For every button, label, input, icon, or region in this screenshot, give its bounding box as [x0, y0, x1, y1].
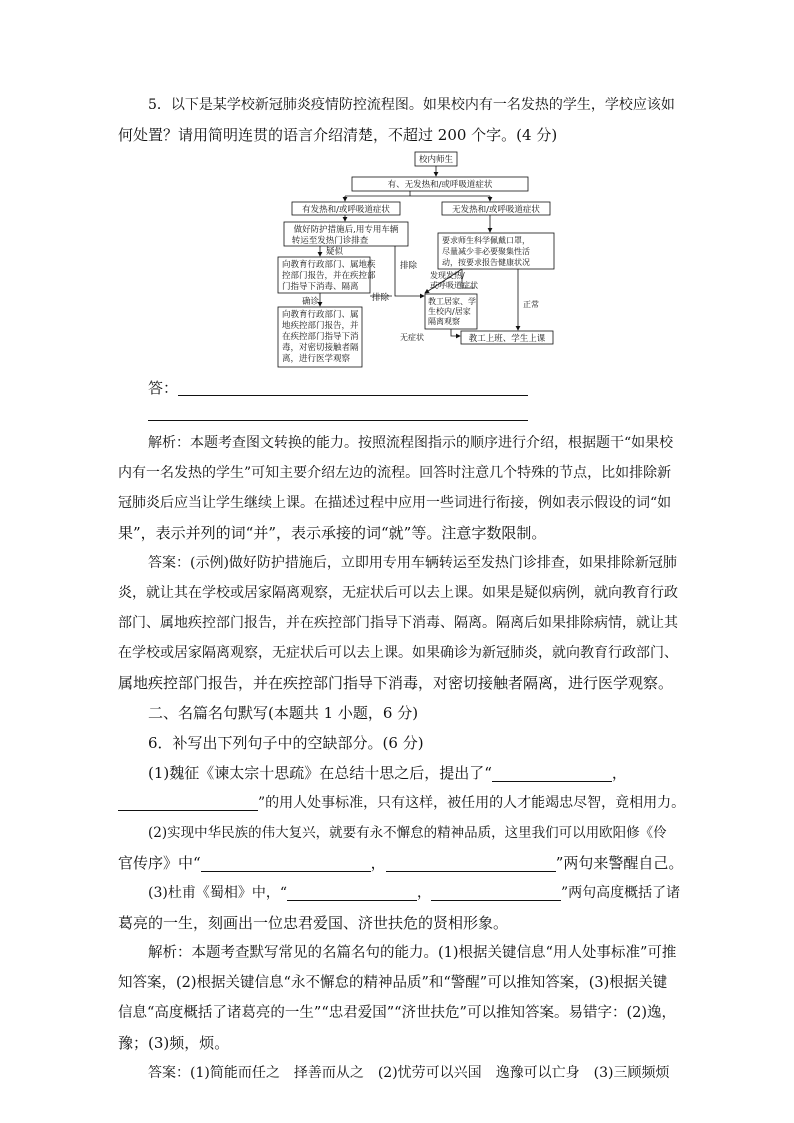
flow-confirm-label: 确诊 — [302, 297, 320, 307]
analysis6-line2: 知答案，(2)根据关键信息“永不懈怠的精神品质”和“警醒”可以推知答案，(3)根据关键 — [118, 975, 668, 991]
q6-3-text-c: ”两句高度概括了诸 — [561, 885, 681, 901]
q6-1-text-a: (1)魏征《谏太宗十思疏》在总结十思之后，提出了“ — [148, 764, 492, 782]
q6-2-blank-1[interactable] — [201, 853, 371, 872]
q6-1-text-c: ”的用人处事标准，只有这样，被任用的人才能竭忠尽智，竟相用力。 — [258, 795, 686, 811]
flow-isolate-box-3: 隔离观察 — [428, 317, 460, 326]
flow-final: 教工上班、学生上课 — [468, 334, 546, 344]
q6-3-text-a: (3)杜甫《蜀相》中，“ — [148, 885, 287, 901]
answer-line-2[interactable] — [148, 420, 528, 421]
flow-branch: 有、无发热和/或呼吸道症状 — [387, 180, 493, 190]
q6-2-line1: (2)实现中华民族的伟大复兴，就要有永不懈怠的精神品质，这里我们可以用欧阳修《伶 — [148, 825, 667, 841]
q6-3-line2: 葛亮的一生，刻画出一位忠君爱国、济世扶危的贤相形象。 — [118, 914, 509, 932]
flow-normal: 正常 — [523, 300, 539, 309]
flow-req-box-2: 尽量减少非必要聚集性活 — [442, 247, 530, 256]
flow-confirm-box-3: 在疾控部门指导下消 — [282, 332, 359, 342]
flow-exclude-1: 排除 — [400, 261, 418, 271]
analysis6-line3: 信息“高度概括了诸葛亮的一生”“忠君爱国”“济世扶危”可以推知答案。易错字：(2)逸， — [118, 1005, 677, 1021]
q6-3-line1 — [148, 878, 684, 908]
q6-3-blank-2[interactable] — [431, 882, 561, 901]
analysis6-line4: 豫；(3)频，烦。 — [118, 1034, 230, 1052]
answer6: 答案：(1)简能而任之 择善而从之 (2)忧劳可以兴国 逸豫可以亡身 (3)三顾频烦 — [148, 1065, 670, 1081]
analysis5-line3: 冠肺炎后应当让学生继续上课。在描述过程中应用一些词进行衔接，例如表示假设的词“如 — [118, 495, 672, 511]
flow-isolate-box-1: 教工居家、学 — [428, 297, 476, 306]
q6-2-text-b: 官传序》中“ — [118, 854, 201, 872]
q6-2-blank-2[interactable] — [386, 853, 556, 872]
section2-title: 二、名篇名句默写(本题共 1 小题，6 分) — [148, 704, 419, 722]
answer5-line4: 在学校或居家隔离观察，无症状后可以去上课。如果确诊为新冠肺炎，就向教育行政部门、 — [118, 645, 678, 661]
flow-confirm-box-2: 地疾控部门报告，并 — [282, 321, 359, 331]
flow-step1-line1: 做好防护措施后,用专用车辆 — [293, 225, 399, 235]
flow-top: 校内师生 — [418, 155, 454, 165]
flow-has: 有发热和/或呼吸道症状 — [302, 205, 390, 215]
flow-no: 无发热和/或呼吸道症状 — [452, 205, 540, 215]
flow-suspect-box-3: 门指导下消毒、隔离 — [282, 282, 359, 292]
q6-1-line2 — [118, 788, 684, 818]
answer5-line1: 答案：(示例)做好防护措施后，立即用专用车辆转运至发热门诊排查，如果排除新冠肺 — [148, 555, 677, 571]
answer5-line2: 炎，就让其在学校或居家隔离观察，无症状后可以去上课。如果是疑似病例，就向教育行政 — [118, 585, 678, 601]
flow-confirm-box-1: 向教育行政部门、属 — [282, 310, 359, 320]
analysis5-line2: 内有一名发热的学生”可知主要介绍左边的流程。回答时注意几个特殊的节点，比如排除新 — [118, 465, 672, 481]
q6-2-text-d: ”两句来警醒自己。 — [555, 854, 684, 872]
analysis5-line1: 解析：本题考查图文转换的能力。按照流程图指示的顺序进行介绍，根据题干“如果校 — [148, 435, 674, 451]
answer-line-1[interactable] — [178, 395, 528, 396]
flow-req-box-3: 动，按要求报告健康状况 — [442, 258, 530, 267]
q6-1-line1 — [148, 758, 684, 788]
analysis5-line4: 果”，表示并列的词“并”，表示承接的词“就”等。注意字数限制。 — [118, 524, 547, 542]
flow-step1-line2: 转运至发热门诊排查 — [291, 236, 369, 246]
q5-line2: 何处置？请用简明连贯的语言介绍清楚，不超过 200 个字。(4 分) — [118, 126, 558, 144]
flow-confirm-box-5: 离，进行医学观察 — [282, 354, 351, 364]
answer-label: 答： — [148, 379, 179, 397]
flow-nosym: 无症状 — [400, 333, 424, 342]
flow-suspect-box-2: 控部门报告，并在疾控部 — [282, 271, 376, 281]
flow-req-box-1: 要求师生科学佩戴口罩， — [442, 236, 530, 245]
flow-confirm-box-4: 毒，对密切接触者隔 — [282, 343, 359, 353]
q6-3-blank-1[interactable] — [287, 882, 417, 901]
flow-found-2: 或呼吸道症状 — [430, 281, 478, 290]
q6-3-text-b: ， — [417, 885, 431, 901]
answer5-line3: 部门、属地疾控部门报告，并在疾控部门指导下消毒、隔离。隔离后如果排除病情，就让其 — [118, 615, 678, 631]
q5-line1: 5．以下是某学校新冠肺炎疫情防控流程图。如果校内有一名发热的学生，学校应该如 — [148, 97, 675, 113]
flow-suspect-box-1: 向教育行政部门、属地疾 — [282, 260, 376, 270]
flow-found-1: 发现发热/ — [430, 271, 465, 280]
q6-title: 6．补写出下列句子中的空缺部分。(6 分) — [148, 734, 424, 752]
q6-2-text-c: ， — [370, 854, 386, 872]
flow-suspect-label: 疑似 — [326, 247, 344, 257]
q6-2-line2 — [118, 848, 684, 878]
flowchart — [270, 150, 560, 370]
flow-exclude-2: 排除 — [372, 293, 390, 303]
q6-1-blank-1[interactable] — [492, 763, 612, 782]
q6-1-blank-2[interactable] — [118, 792, 258, 811]
analysis6-line1: 解析：本题考查默写常见的名篇名句的能力。(1)根据关键信息“用人处事标准”可推 — [148, 945, 677, 961]
q6-1-text-b: ， — [611, 764, 627, 782]
answer5-line5: 属地疾控部门报告，并在疾控部门指导下消毒，对密切接触者隔离，进行医学观察。 — [118, 674, 674, 692]
flow-isolate-box-2: 生校内/居家 — [428, 307, 471, 316]
